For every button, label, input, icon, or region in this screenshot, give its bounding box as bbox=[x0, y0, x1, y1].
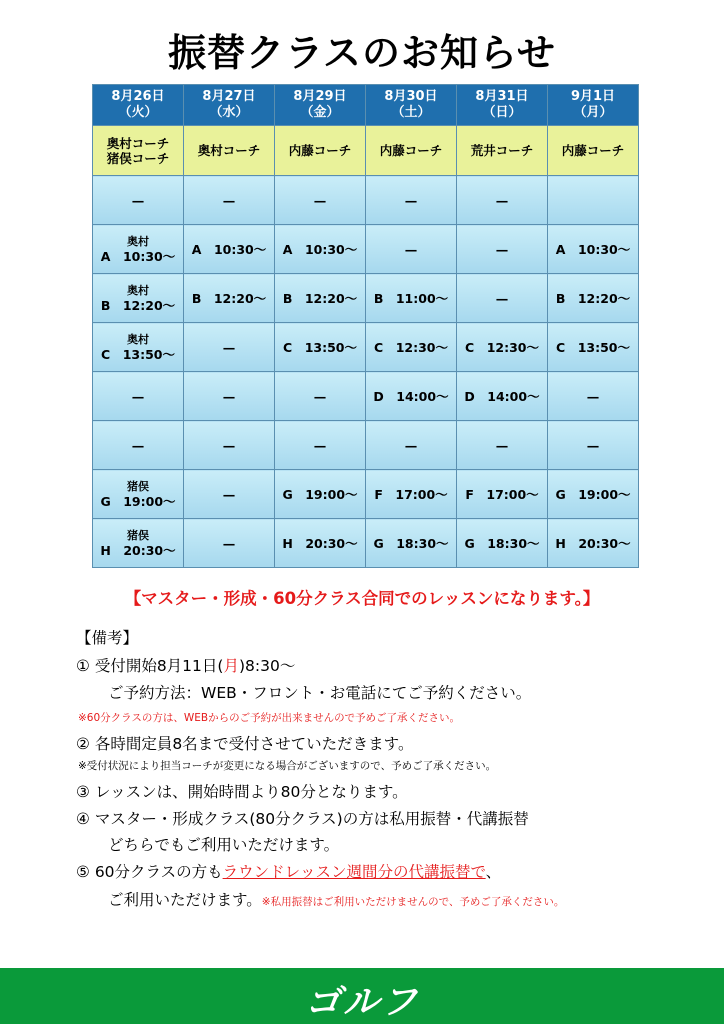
date-cell: 8月31日 （日） bbox=[457, 85, 548, 126]
time-slot-row bbox=[93, 323, 639, 372]
slot-time: — bbox=[404, 437, 418, 453]
slot-time: C 13:50～ bbox=[283, 339, 357, 355]
slot-cell bbox=[457, 519, 548, 568]
brand-logo: ゴルフ bbox=[304, 982, 419, 1023]
slot-time: — bbox=[495, 437, 509, 453]
slot-time: H 20:30～ bbox=[555, 535, 631, 551]
date-cell: 8月26日 （火） bbox=[93, 85, 184, 126]
slot-time: — bbox=[131, 388, 145, 404]
slot-cell bbox=[275, 323, 366, 372]
slot-time: — bbox=[313, 388, 327, 404]
coach-name: 猪俣 bbox=[127, 480, 149, 493]
schedule-table bbox=[92, 84, 639, 568]
slot-time: B 11:00～ bbox=[373, 290, 449, 306]
slot-cell bbox=[184, 372, 275, 421]
slot-cell bbox=[275, 372, 366, 421]
slot-cell bbox=[548, 274, 639, 323]
time-slot-row bbox=[93, 225, 639, 274]
slot-time: B 12:20～ bbox=[282, 290, 358, 306]
note-1: ① 受付開始8月11日(月)8:30～ bbox=[76, 657, 296, 675]
date-header-row bbox=[93, 85, 639, 126]
note-1-weekday: 月 bbox=[223, 657, 239, 675]
time-slot-row bbox=[93, 470, 639, 519]
slot-cell bbox=[548, 470, 639, 519]
slot-cell bbox=[275, 274, 366, 323]
slot-cell bbox=[184, 421, 275, 470]
joint-lesson-notice: 【マスター・形成・60分クラス合同でのレッスンになります。】 bbox=[124, 589, 600, 608]
slot-cell bbox=[366, 470, 457, 519]
slot-time: — bbox=[222, 437, 236, 453]
time-slot-row bbox=[93, 372, 639, 421]
note-4-continued: どちらでもご利用いただけます。 bbox=[108, 836, 340, 854]
slot-cell bbox=[548, 176, 639, 225]
slot-time: A 10:30～ bbox=[191, 241, 267, 257]
slot-time: H 20:30～ bbox=[282, 535, 358, 551]
slot-time: C 13:50～ bbox=[556, 339, 630, 355]
slot-cell bbox=[275, 519, 366, 568]
footer-bar bbox=[0, 968, 724, 1024]
slot-time: C 13:50～ bbox=[101, 347, 175, 362]
date-cell: 8月30日 （土） bbox=[366, 85, 457, 126]
slot-time: A 10:30～ bbox=[100, 249, 176, 264]
coach-cell: 内藤コーチ bbox=[366, 126, 457, 176]
coach-cell: 奥村コーチ bbox=[184, 126, 275, 176]
slot-cell bbox=[93, 176, 184, 225]
slot-cell bbox=[548, 421, 639, 470]
slot-time: B 12:20～ bbox=[100, 298, 176, 313]
coach-name: 猪俣 bbox=[127, 529, 149, 542]
slot-time: G 18:30～ bbox=[464, 535, 540, 551]
note-1-reservation: ご予約方法：WEB・フロント・お電話にてご予約ください。 bbox=[108, 684, 532, 702]
slot-cell bbox=[457, 225, 548, 274]
slot-time: — bbox=[222, 486, 236, 502]
slot-cell bbox=[366, 274, 457, 323]
slot-cell bbox=[93, 372, 184, 421]
slot-time: — bbox=[495, 290, 509, 306]
slot-cell bbox=[184, 470, 275, 519]
note-3: ③ レッスンは、開始時間より80分となります。 bbox=[76, 783, 408, 801]
slot-cell bbox=[275, 421, 366, 470]
coach-cell: 奥村コーチ 猪俣コーチ bbox=[93, 126, 184, 176]
date-cell: 9月1日 （月） bbox=[548, 85, 639, 126]
slot-cell bbox=[184, 225, 275, 274]
slot-cell bbox=[93, 470, 184, 519]
slot-time: B 12:20～ bbox=[191, 290, 267, 306]
slot-time: F 17:00～ bbox=[374, 486, 448, 502]
slot-cell bbox=[548, 372, 639, 421]
slot-cell bbox=[275, 225, 366, 274]
slot-cell bbox=[548, 519, 639, 568]
slot-time: — bbox=[222, 192, 236, 208]
slot-time: G 18:30～ bbox=[373, 535, 449, 551]
slot-cell bbox=[457, 323, 548, 372]
coach-cell: 内藤コーチ bbox=[275, 126, 366, 176]
slot-time: — bbox=[222, 535, 236, 551]
slot-time: F 17:00～ bbox=[465, 486, 539, 502]
slot-time: — bbox=[586, 388, 600, 404]
note-5-highlight: ラウンドレッスン週間分の代講振替で bbox=[222, 863, 486, 881]
slot-cell bbox=[366, 225, 457, 274]
slot-time: — bbox=[313, 437, 327, 453]
slot-cell bbox=[457, 421, 548, 470]
slot-time: B 12:20～ bbox=[555, 290, 631, 306]
slot-time: A 10:30～ bbox=[555, 241, 631, 257]
coach-name: 奥村 bbox=[127, 333, 149, 346]
note-5-warning: ※私用振替はご利用いただけませんので、予めご了承ください。 bbox=[261, 896, 565, 908]
coach-cell: 荒井コーチ bbox=[457, 126, 548, 176]
slot-cell bbox=[93, 421, 184, 470]
note-1-warning: ※60分クラスの方は、WEBからのご予約が出来ませんので予めご了承ください。 bbox=[78, 712, 461, 724]
slot-time: — bbox=[222, 339, 236, 355]
slot-time: — bbox=[495, 241, 509, 257]
note-2: ② 各時間定員8名まで受付させていただきます。 bbox=[76, 735, 414, 753]
note-5-continued: ご利用いただけます。※私用振替はご利用いただけませんので、予めご了承ください。 bbox=[108, 891, 565, 909]
slot-time: — bbox=[404, 192, 418, 208]
slot-cell bbox=[93, 225, 184, 274]
slot-cell bbox=[548, 323, 639, 372]
slot-time: G 19:00～ bbox=[100, 494, 176, 509]
time-slot-row bbox=[93, 421, 639, 470]
note-2-sub: ※受付状況により担当コーチが変更になる場合がございますので、予めご了承ください。 bbox=[78, 760, 497, 772]
slot-time: — bbox=[222, 388, 236, 404]
slot-cell bbox=[184, 176, 275, 225]
coach-name: 奥村 bbox=[127, 235, 149, 248]
slot-time: D 14:00～ bbox=[373, 388, 449, 404]
slot-time: — bbox=[586, 437, 600, 453]
slot-cell bbox=[457, 274, 548, 323]
slot-time: — bbox=[131, 437, 145, 453]
coach-cell: 内藤コーチ bbox=[548, 126, 639, 176]
time-slot-row bbox=[93, 176, 639, 225]
slot-time: D 14:00～ bbox=[464, 388, 540, 404]
slot-time: — bbox=[313, 192, 327, 208]
slot-time: G 19:00～ bbox=[555, 486, 631, 502]
slot-cell bbox=[457, 470, 548, 519]
slot-time: C 12:30～ bbox=[465, 339, 539, 355]
slot-cell bbox=[548, 225, 639, 274]
slot-cell bbox=[457, 372, 548, 421]
slot-rows bbox=[93, 176, 639, 568]
slot-cell bbox=[93, 274, 184, 323]
slot-cell bbox=[275, 470, 366, 519]
coach-name: 奥村 bbox=[127, 284, 149, 297]
slot-time: H 20:30～ bbox=[100, 543, 176, 558]
slot-cell bbox=[366, 372, 457, 421]
time-slot-row bbox=[93, 274, 639, 323]
slot-time: C 12:30～ bbox=[374, 339, 448, 355]
slot-time: — bbox=[131, 192, 145, 208]
note-5: ⑤ 60分クラスの方もラウンドレッスン週間分の代講振替で、 bbox=[76, 863, 502, 881]
slot-time: A 10:30～ bbox=[282, 241, 358, 257]
slot-cell bbox=[93, 323, 184, 372]
slot-cell bbox=[366, 421, 457, 470]
slot-cell bbox=[184, 519, 275, 568]
page-title: 振替クラスのお知らせ bbox=[168, 31, 556, 75]
slot-cell bbox=[275, 176, 366, 225]
slot-cell bbox=[366, 323, 457, 372]
note-4: ④ マスター・形成クラス(80分クラス)の方は私用振替・代講振替 bbox=[76, 810, 529, 828]
slot-time: G 19:00～ bbox=[282, 486, 358, 502]
slot-cell bbox=[184, 323, 275, 372]
time-slot-row bbox=[93, 519, 639, 568]
notes-heading: 【備考】 bbox=[76, 629, 139, 647]
slot-time: — bbox=[404, 241, 418, 257]
date-cell: 8月29日 （金） bbox=[275, 85, 366, 126]
slot-cell bbox=[366, 519, 457, 568]
date-cell: 8月27日 （水） bbox=[184, 85, 275, 126]
slot-cell bbox=[366, 176, 457, 225]
slot-cell bbox=[93, 519, 184, 568]
slot-cell bbox=[457, 176, 548, 225]
coach-row bbox=[93, 126, 639, 176]
slot-time: — bbox=[495, 192, 509, 208]
slot-cell bbox=[184, 274, 275, 323]
